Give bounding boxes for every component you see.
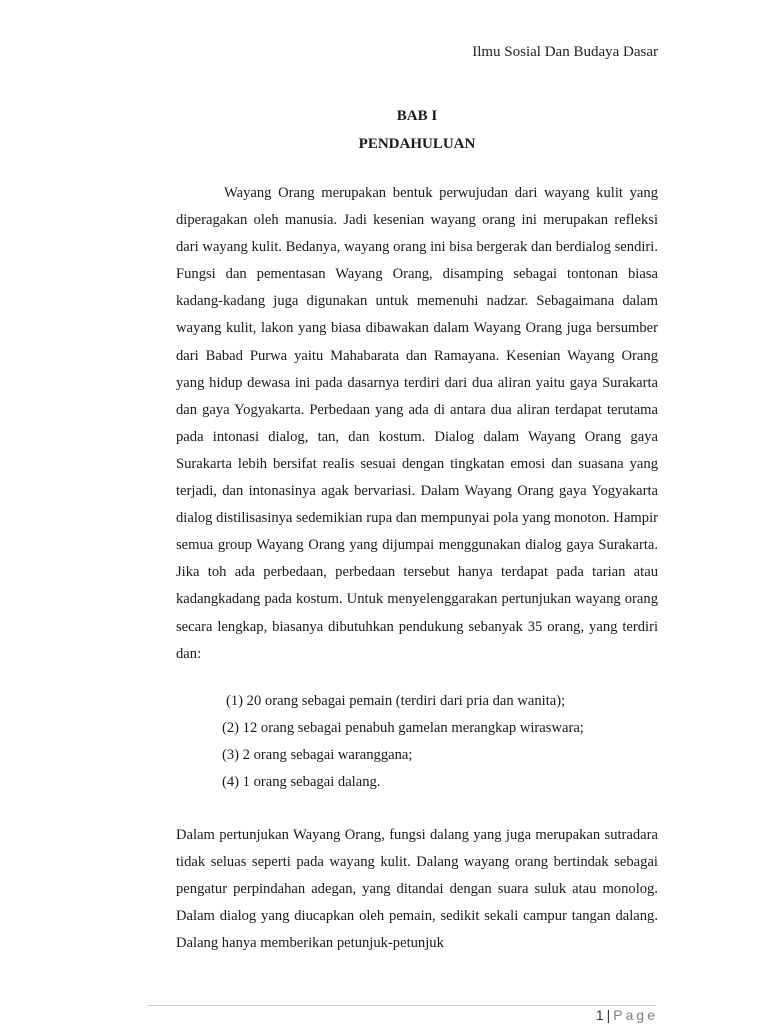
- list-item: (2) 12 orang sebagai penabuh gamelan merangkap wiraswara;: [222, 720, 584, 737]
- chapter-title: PENDAHULUAN: [358, 136, 476, 152]
- list-item: (1) 20 orang sebagai pemain (terdiri dari pria dan wanita);: [226, 693, 566, 709]
- page-label: Page: [613, 1007, 658, 1023]
- footer-divider: [148, 1005, 656, 1006]
- page-separator: |: [606, 1007, 611, 1023]
- list-item: (4) 1 orang sebagai dalang.: [222, 774, 381, 791]
- personnel-list: [222, 688, 584, 796]
- list-item: (3) 2 orang sebagai waranggana;: [222, 747, 413, 764]
- chapter-number: BAB I: [396, 108, 438, 124]
- intro-paragraph: Wayang Orang merupakan bentuk perwujudan dari wayang kulit yang diperagakan oleh manusia. Jadi kesenian wayang orang ini merupakan refleksi dari wayang kulit. Bedanya, wayang orang ini bisa bergerak dan berdialog sendiri. Fungsi dan pementasan Wayang Orang, disamping sebagai tontonan biasa kadang-kadang juga digunakan untuk memenuhi nadzar. Sebagaimana dalam wayang kulit, lakon yang biasa dibawakan dalam Wayang Orang juga bersumber dari Babad Purwa yaitu Mahabarata dan Ramayana. Kesenian Wayang Orang yang hidup dewasa ini pada dasarnya terdiri dari dua aliran yaitu gaya Surakarta dan gaya Yogyakarta. Perbedaan yang ada di antara dua aliran terdapat terutama pada intonasi dialog, tan, dan kostum. Dialog dalam Wayang Orang gaya Surakarta lebih bersifat realis sesuai dengan tingkatan emosi dan suasana yang terjadi, dan intonasinya agak bervariasi. Dalam Wayang Orang gaya Yogyakarta dialog distilisasinya sedemikian rupa dan mempunyai pola yang monoton. Hampir semua group Wayang Orang yang dijumpai menggunakan dialog gaya Surakarta. Jika toh ada perbedaan, perbedaan tersebut hanya terdapat pada tarian atau kadangkadang pada kostum. Untuk menyelenggarakan pertunjukan wayang orang secara lengkap, biasanya dibutuhkan pendukung sebanyak 35 orang, yang terdiri dan:: [176, 185, 658, 662]
- page-number: 1: [595, 1007, 604, 1023]
- dalang-paragraph: Dalam pertunjukan Wayang Orang, fungsi dalang yang juga merupakan sutradara tidak seluas seperti pada wayang kulit. Dalang wayang orang bertindak sebagai pengatur perpindahan adegan, yang ditandai dengan suara suluk atau monolog. Dalam dialog yang diucapkan oleh pemain, sedikit sekali campur tangan dalang. Dalang hanya memberikan petunjuk-petunjuk: [176, 827, 658, 952]
- running-header: Ilmu Sosial Dan Budaya Dasar: [472, 44, 658, 60]
- page-footer: [596, 1007, 658, 1023]
